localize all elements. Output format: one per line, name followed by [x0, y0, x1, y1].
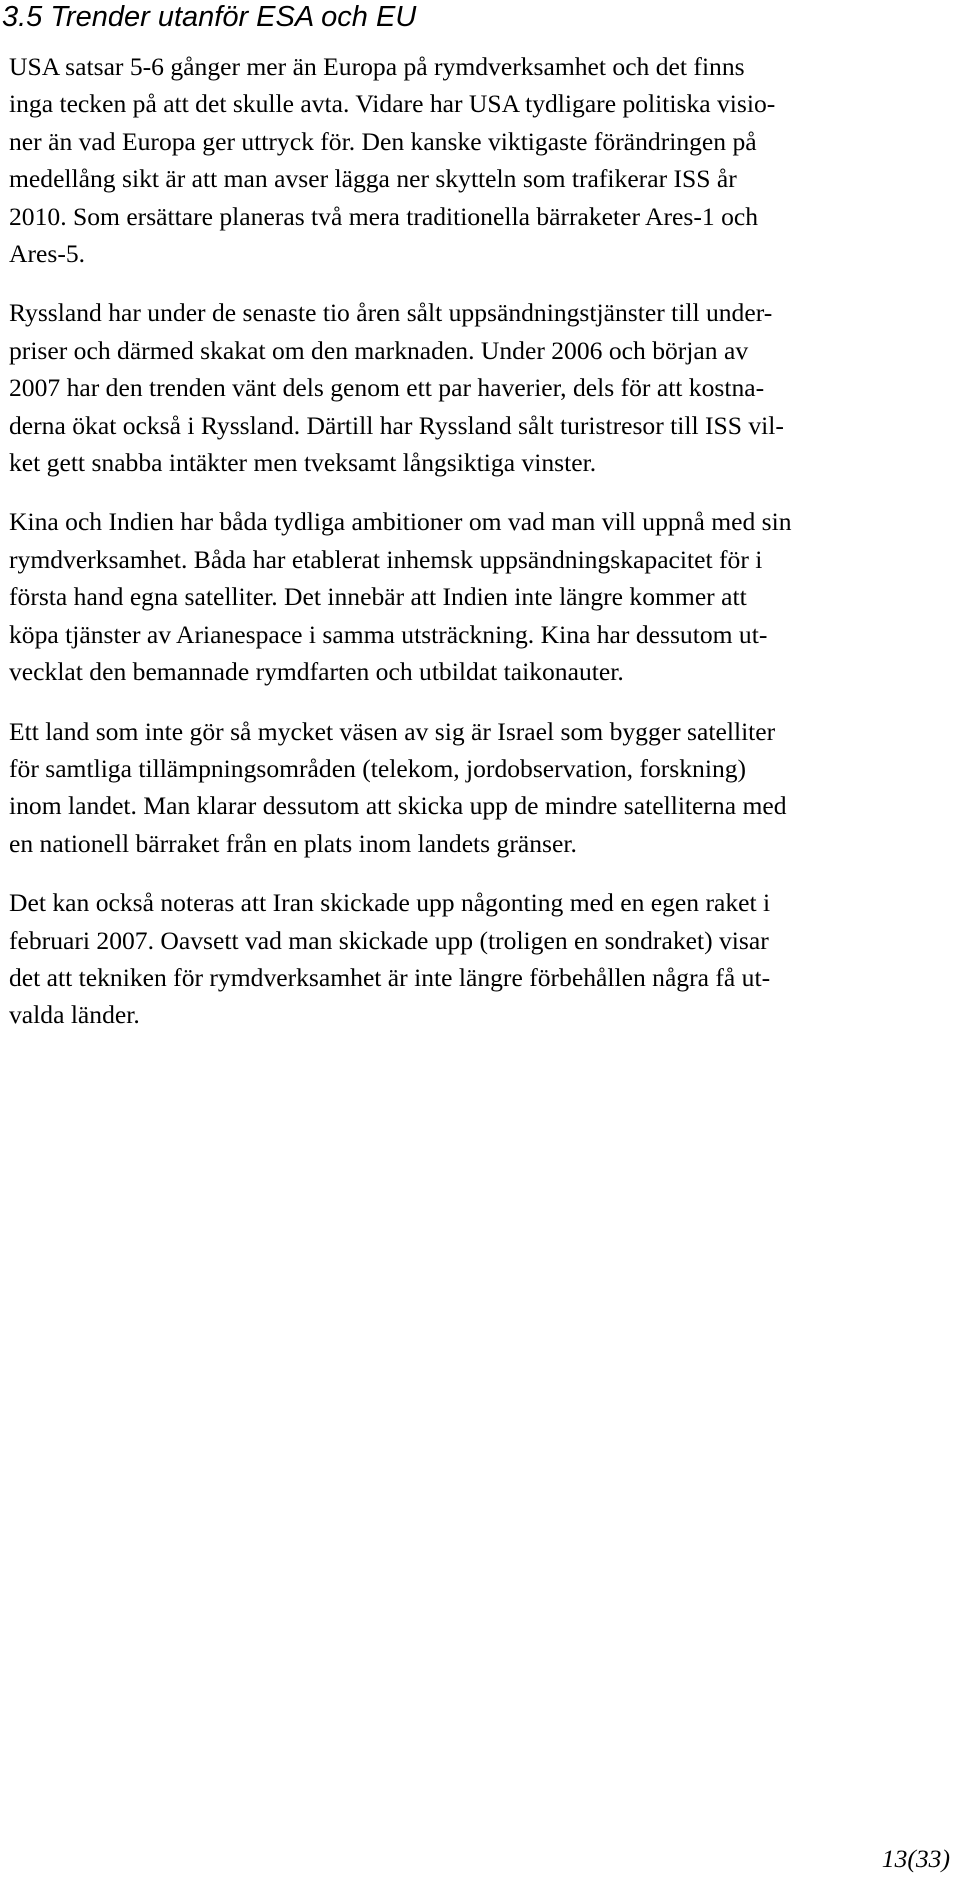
- text-line: Ares-5.: [9, 239, 86, 269]
- text-line: medellång sikt är att man avser lägga ner skytteln som trafikerar ISS år: [9, 164, 737, 194]
- paragraph-usa: [9, 48, 954, 272]
- text-line: första hand egna satelliter. Det innebär att Indien inte längre kommer att: [9, 582, 747, 612]
- text-line: Ett land som inte gör så mycket väsen av sig är Israel som bygger satelliter: [9, 716, 776, 746]
- text-line: köpa tjänster av Arianespace i samma utsträckning. Kina har dessutom ut-: [9, 619, 768, 649]
- body-text: [9, 48, 954, 1056]
- text-line: inga tecken på att det skulle avta. Vidare har USA tydligare politiska visio-: [9, 89, 776, 119]
- text-line: valda länder.: [9, 1000, 140, 1030]
- text-line: ner än vad Europa ger uttryck för. Den kanske viktigaste förändringen på: [9, 126, 757, 156]
- text-line: det att tekniken för rymdverksamhet är inte längre förbehållen några få ut-: [9, 962, 771, 992]
- text-line: februari 2007. Oavsett vad man skickade upp (troligen en sondraket) visar: [9, 925, 769, 955]
- paragraph-kina-indien: [9, 503, 954, 690]
- text-line: 2010. Som ersättare planeras två mera traditionella bärraketer Ares-1 och: [9, 201, 759, 231]
- text-line: 2007 har den trenden vänt dels genom ett par haverier, dels för att kostna-: [9, 373, 765, 403]
- text-line: rymdverksamhet. Båda har etablerat inhemsk uppsändningskapacitet för i: [9, 544, 763, 574]
- text-line: inom landet. Man klarar dessutom att skicka upp de mindre satelliterna med: [9, 791, 787, 821]
- page-number: 13(33): [881, 1844, 950, 1873]
- paragraph-ryssland: [9, 294, 954, 481]
- paragraph-israel: [9, 713, 954, 863]
- text-line: Kina och Indien har båda tydliga ambitioner om vad man vill uppnå med sin: [9, 507, 792, 537]
- text-line: Det kan också noteras att Iran skickade upp någonting med en egen raket i: [9, 888, 771, 918]
- text-line: för samtliga tillämpningsområden (telekom, jordobservation, forskning): [9, 753, 747, 783]
- text-line: priser och därmed skakat om den marknaden. Under 2006 och början av: [9, 335, 749, 365]
- text-line: en nationell bärraket från en plats inom landets gränser.: [9, 828, 577, 858]
- paragraph-iran: [9, 884, 954, 1034]
- text-line: vecklat den bemannade rymdfarten och utbildat taikonauter.: [9, 657, 624, 687]
- text-line: USA satsar 5-6 gånger mer än Europa på rymdverksamhet och det finns: [9, 52, 745, 81]
- text-line: derna ökat också i Ryssland. Därtill har Ryssland sålt turistresor till ISS vil-: [9, 410, 784, 440]
- text-line: Ryssland har under de senaste tio åren sålt uppsändningstjänster till under-: [9, 298, 773, 328]
- text-line: ket gett snabba intäkter men tveksamt långsiktiga vinster.: [9, 448, 597, 478]
- section-heading: 3.5 Trender utanför ESA och EU: [2, 1, 417, 33]
